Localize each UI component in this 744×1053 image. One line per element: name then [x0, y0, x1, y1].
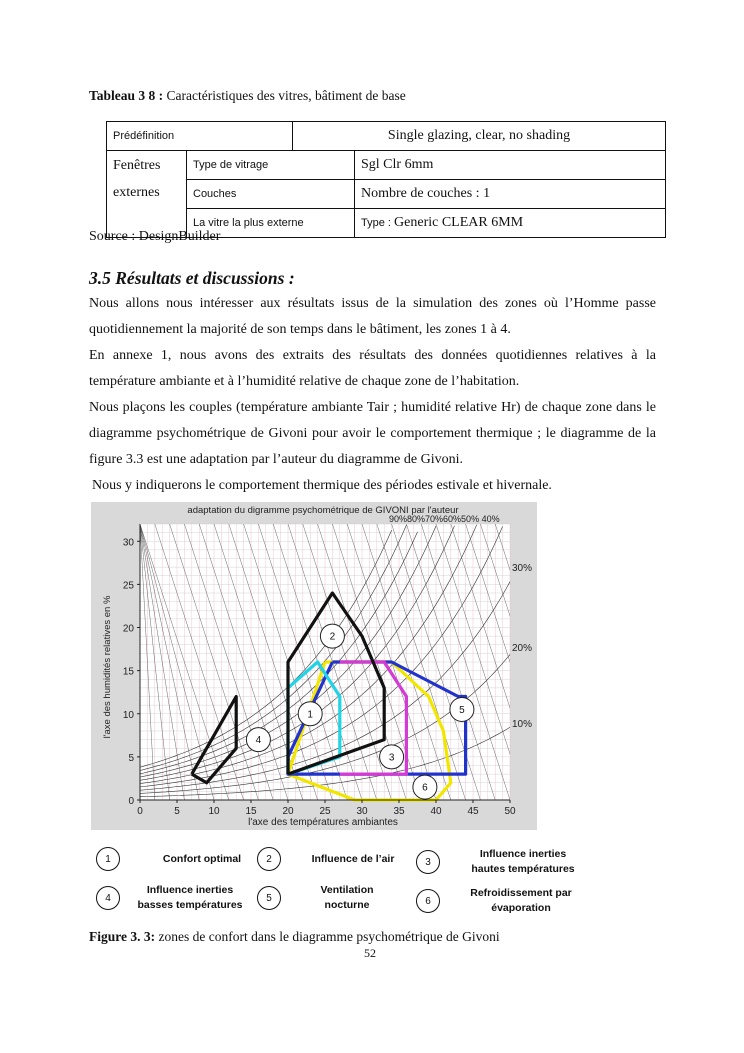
table-row	[107, 180, 666, 209]
row-label: La vitre la plus externe	[187, 209, 355, 238]
paragraph: En annexe 1, nous avons des extraits des résultats des données quotidiennes relatives à la température ambiante et à l’humidité relative de chaque zone de l’habitation.	[89, 348, 656, 389]
givoni-chart-svg	[91, 502, 537, 830]
x-tick-label: 45	[467, 806, 479, 817]
legend-item-2	[257, 847, 409, 871]
legend-line: évaporation	[491, 902, 551, 914]
legend-label	[146, 852, 258, 867]
group-label-line: externes	[113, 185, 160, 200]
row-value-cell	[355, 209, 666, 238]
table-row	[107, 151, 666, 180]
zone-marker-label: 5	[459, 704, 465, 716]
legend-label	[297, 883, 397, 913]
paragraph: Nous plaçons les couples (température ambiante Tair ; humidité relative Hr) de chaque zone dans le diagramme psychométrique de Givoni pour avoir le comportement thermique ; le diagramme de la figure 3.3 est une adaptation par l’auteur du diagramme de Givoni.	[89, 400, 656, 467]
x-tick-label: 15	[245, 806, 257, 817]
x-tick-label: 20	[282, 806, 294, 817]
zone-marker-label: 1	[307, 709, 313, 721]
rh-top-labels: 90%80%70%60%50% 40%	[389, 514, 500, 524]
predefinition-value: Single glazing, clear, no shading	[293, 122, 666, 151]
predefinition-label: Prédéfinition	[107, 122, 293, 151]
legend-line: Influence inerties	[479, 848, 567, 860]
y-tick-label: 10	[122, 709, 134, 721]
zone-marker-label: 2	[329, 631, 336, 643]
legend-item-6	[416, 886, 586, 916]
legend-marker: 1	[96, 847, 120, 871]
y-tick-label: 5	[128, 752, 134, 764]
row-label: Type de vitrage	[187, 151, 355, 180]
givoni-chart	[91, 502, 537, 830]
table-row	[107, 122, 666, 151]
x-axis-label: l'axe des températures ambiantes	[248, 817, 398, 828]
section-heading: 3.5 Résultats et discussions :	[89, 268, 295, 288]
zone-marker-label: 6	[422, 782, 428, 794]
table-caption	[89, 88, 406, 104]
y-tick-label: 15	[122, 666, 134, 678]
legend-item-5	[257, 883, 397, 913]
x-tick-label: 25	[319, 806, 331, 817]
legend-label	[134, 883, 246, 913]
row-label: Couches	[187, 180, 355, 209]
y-tick-label: 0	[128, 796, 134, 807]
x-tick-label: 5	[174, 806, 180, 817]
legend-marker: 6	[416, 889, 440, 913]
rh-side-label: 20%	[512, 643, 533, 654]
table-caption-text: Caractéristiques des vitres, bâtiment de base	[163, 88, 406, 103]
group-label	[107, 151, 187, 238]
legend-item-4	[96, 883, 246, 913]
x-tick-label: 50	[504, 806, 516, 817]
paragraph: Nous allons nous intéresser aux résultats issus de la simulation des zones où l’Homme passe quotidiennement la majorité de son temps dans le bâtiment, les zones 1 à 4.	[89, 296, 656, 337]
x-tick-label: 35	[393, 806, 405, 817]
y-tick-label: 30	[122, 537, 134, 549]
zone-marker-label: 3	[388, 752, 395, 764]
legend-label	[297, 852, 409, 867]
page-number: 52	[364, 946, 376, 960]
y-tick-label: 20	[122, 623, 134, 635]
rh-side-label: 10%	[512, 719, 533, 730]
rh-side-label: 30%	[512, 563, 533, 574]
row-value: Nombre de couches : 1	[355, 180, 666, 209]
legend-line: hautes températures	[471, 863, 575, 875]
row-value: Sgl Clr 6mm	[355, 151, 666, 180]
legend-line: basses températures	[137, 899, 243, 911]
paragraph: Nous y indiquerons le comportement thermique des périodes estivale et hivernale.	[92, 478, 552, 493]
figure-caption	[89, 929, 500, 945]
table-source: Source : DesignBuilder	[89, 229, 221, 244]
legend-marker: 5	[257, 886, 281, 910]
x-tick-label: 40	[430, 806, 442, 817]
zone-marker-label: 4	[255, 735, 262, 747]
legend-item-1	[96, 847, 258, 871]
legend-marker: 3	[416, 850, 440, 874]
figure-caption-label: Figure 3. 3:	[89, 929, 156, 944]
legend-line: Refroidissement par	[470, 887, 572, 899]
figure-caption-text: zones de confort dans le diagramme psychométrique de Givoni	[155, 929, 500, 944]
legend-line: Confort optimal	[162, 852, 242, 865]
y-axis-label: l'axe des humidités relatives en %	[102, 595, 113, 739]
legend-label	[456, 886, 586, 916]
legend-item-3	[416, 847, 588, 877]
legend-marker: 4	[96, 886, 120, 910]
legend-line: Influence inerties	[146, 884, 234, 896]
x-tick-label: 10	[208, 806, 220, 817]
x-tick-label: 0	[137, 806, 143, 817]
y-tick-label: 25	[122, 580, 134, 592]
legend-line: nocturne	[324, 899, 370, 911]
chart-title: adaptation du digramme psychométrique de GIVONI par l'auteur	[187, 505, 459, 516]
group-label-line: Fenêtres	[113, 158, 161, 173]
row-value-prefix: Type :	[361, 217, 395, 229]
legend-line: Ventilation	[320, 884, 374, 896]
glazing-table	[106, 121, 666, 238]
legend-marker: 2	[257, 847, 281, 871]
legend-line: Influence de l’air	[311, 852, 395, 865]
table-caption-label: Tableau 3 8 :	[89, 88, 164, 103]
row-value: Generic CLEAR 6MM	[394, 215, 524, 230]
x-tick-label: 30	[356, 806, 368, 817]
legend-label	[458, 847, 588, 877]
